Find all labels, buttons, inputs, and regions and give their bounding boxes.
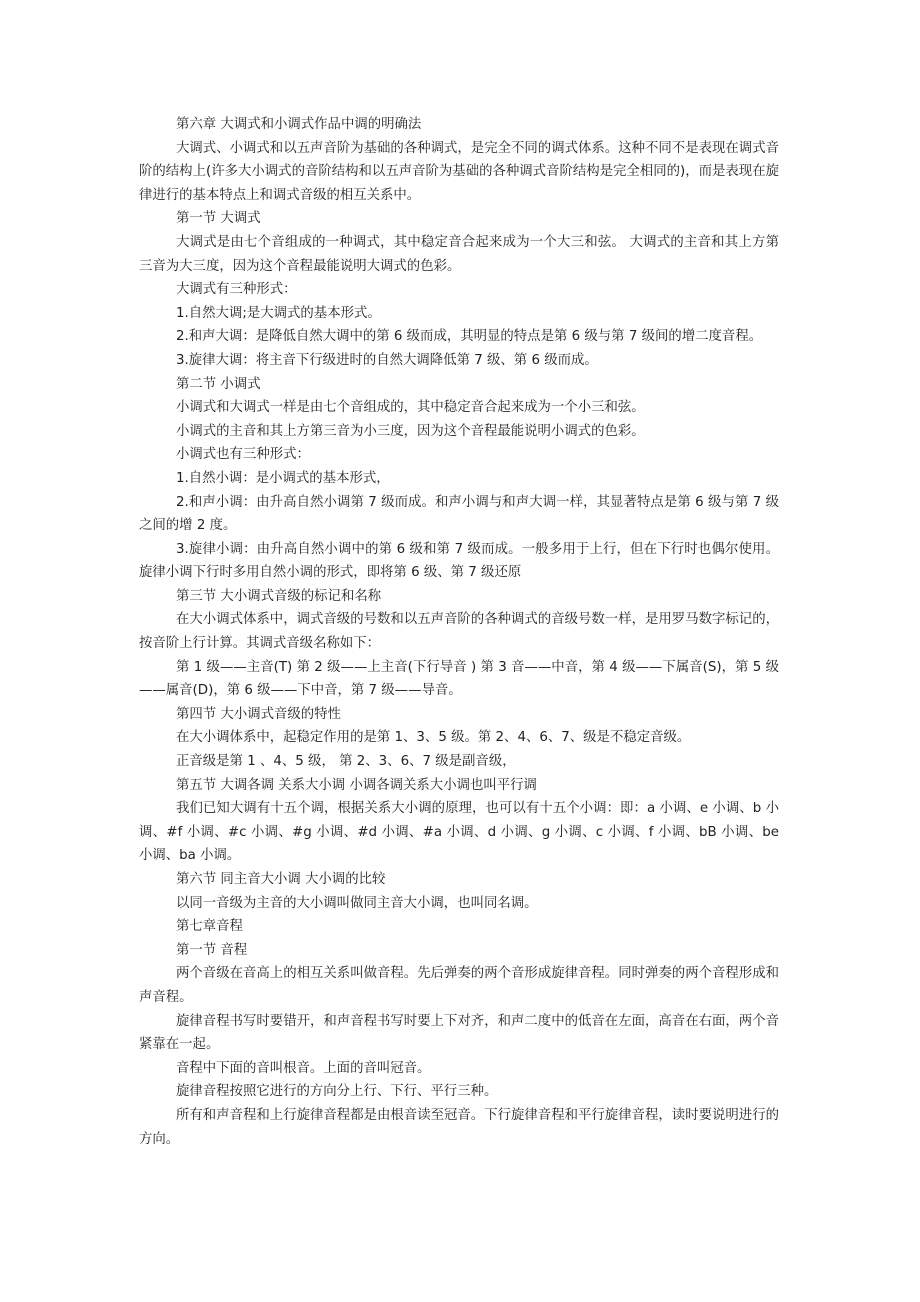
- paragraph: 音程中下面的音叫根音。上面的音叫冠音。: [176, 1060, 431, 1076]
- paragraph: 在大小调式体系中，调式音级的号数和以五声音阶的各种调式的音级号数一样，是用罗马数字标记的，按音阶上行计算。其调式音级名称如下：: [139, 612, 779, 652]
- paragraph: 大调式有三种形式：: [176, 282, 297, 298]
- list-item: 3.旋律小调：由升高自然小调中的第 6 级和第 7 级而成。一般多用于上行，但在下行时也偶尔使用。旋律小调下行时多用自然小调的形式，即将第 6 级、第 7 级还原: [139, 541, 779, 581]
- paragraph: 两个音级在音高上的相互关系叫做音程。先后弹奏的两个音形成旋律音程。同时弹奏的两个音程形成和声音程。: [139, 966, 779, 1005]
- section-heading: 第一节 音程: [176, 942, 248, 958]
- chapter-7-heading: 第七章音程: [176, 919, 243, 935]
- list-item: 1.自然大调;是大调式的基本形式。: [176, 305, 381, 321]
- section-heading: 第一节 大调式: [176, 211, 261, 227]
- section-heading: 第三节 大小调式音级的标记和名称: [176, 588, 382, 604]
- paragraph: 以同一音级为主音的大小调叫做同主音大小调，也叫同名调。: [176, 895, 538, 911]
- document-page: [139, 113, 779, 1151]
- paragraph: 大调式、小调式和以五声音阶为基础的各种调式，是完全不同的调式体系。这种不同不是表现在调式音阶的结构上(许多大小调式的音阶结构和以五声音阶为基础的各种调式音阶结构是完全相同的)，而是表现在旋律进行的基本特点上和调式音级的相互关系中。: [139, 140, 779, 203]
- section-heading: 第五节 大调各调 关系大小调 小调各调关系大小调也叫平行调: [176, 777, 537, 793]
- section-heading: 第六节 同主音大小调 大小调的比较: [176, 872, 386, 887]
- chapter-6-heading: 第六章 大调式和小调式作品中调的明确法: [176, 117, 422, 132]
- paragraph: 旋律音程书写时要错开，和声音程书写时要上下对齐，和声二度中的低音在左面，高音在右面，两个音紧靠在一起。: [139, 1013, 779, 1053]
- paragraph: 大调式是由七个音组成的一种调式，其中稳定音合起来成为一个大三和弦。 大调式的主音和其上方第三音为大三度，因为这个音程最能说明大调式的色彩。: [139, 234, 779, 274]
- paragraph: 正音级是第 1 、4、5 级， 第 2、3、6、7 级是副音级，: [176, 754, 516, 770]
- section-heading: 第二节 小调式: [176, 376, 261, 392]
- paragraph: 旋律音程按照它进行的方向分上行、下行、平行三种。: [176, 1084, 498, 1100]
- paragraph: 小调式和大调式一样是由七个音组成的，其中稳定音合起来成为一个小三和弦。: [176, 400, 645, 416]
- paragraph: 在大小调体系中，起稳定作用的是第 1、3、5 级。第 2、4、6、7、级是不稳定音级。: [176, 730, 691, 746]
- section-heading: 第四节 大小调式音级的特性: [176, 706, 341, 722]
- paragraph: 所有和声音程和上行旋律音程都是由根音读至冠音。下行旋律音程和平行旋律音程，读时要说明进行的方向。: [139, 1107, 779, 1147]
- paragraph: 小调式也有三种形式：: [176, 447, 310, 463]
- list-item: 1.自然小调：是小调式的基本形式，: [176, 470, 390, 486]
- paragraph: 我们已知大调有十五个调，根据关系大小调的原理，也可以有十五个小调：即：a 小调、e 小调、b 小调、#f 小调、#c 小调、#g 小调、#d 小调、#a 小调、d 小调、g 小调、c 小调、f 小调、bB 小调、be 小调、ba 小调。: [139, 801, 779, 864]
- paragraph: 小调式的主音和其上方第三音为小三度，因为这个音程最能说明小调式的色彩。: [176, 423, 645, 439]
- list-item: 2.和声大调：是降低自然大调中的第 6 级而成，其明显的特点是第 6 级与第 7 级间的增二度音程。: [176, 329, 763, 345]
- paragraph: 第 1 级——主音(T) 第 2 级——上主音(下行导音 ) 第 3 音——中音，第 4 级——下属音(S)，第 5 级——属音(D)，第 6 级——下中音，第 7 级——导音。: [139, 659, 779, 699]
- list-item: 3.旋律大调：将主音下行级进时的自然大调降低第 7 级、第 6 级而成。: [176, 352, 598, 368]
- list-item: 2.和声小调：由升高自然小调第 7 级而成。和声小调与和声大调一样，其显著特点是第 6 级与第 7 级之间的增 2 度。: [139, 494, 779, 534]
